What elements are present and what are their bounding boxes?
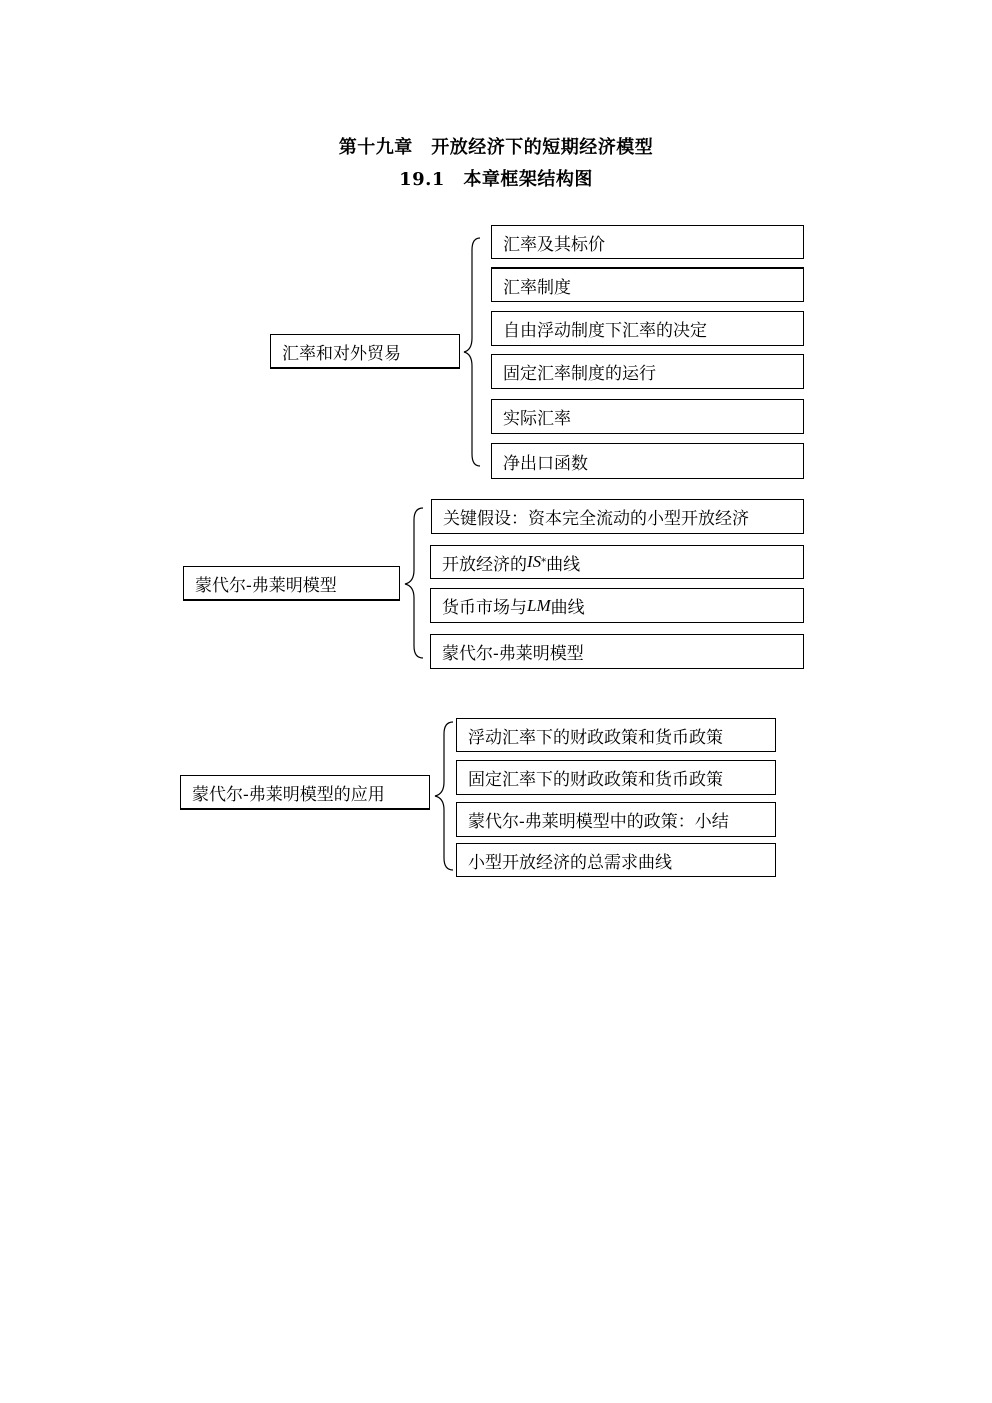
item-exchange-rate-quotation: 汇率及其标价 bbox=[491, 225, 804, 259]
lm-variable: LM bbox=[527, 595, 551, 615]
item-key-assumption: 关键假设：资本完全流动的小型开放经济 bbox=[431, 499, 804, 534]
group-label-mf-applications: 蒙代尔-弗莱明模型的应用 bbox=[180, 775, 430, 810]
item-floating-rate-determination: 自由浮动制度下汇率的决定 bbox=[491, 311, 804, 346]
item-mundell-fleming-model: 蒙代尔-弗莱明模型 bbox=[430, 634, 804, 669]
is-star-superscript: * bbox=[541, 556, 547, 568]
item-fixed-rate-policy: 固定汇率下的财政政策和货币政策 bbox=[456, 760, 776, 795]
item-aggregate-demand-curve: 小型开放经济的总需求曲线 bbox=[456, 843, 776, 877]
item-real-exchange-rate: 实际汇率 bbox=[491, 399, 804, 434]
item-lm-curve bbox=[430, 588, 804, 623]
item-policy-summary: 蒙代尔-弗莱明模型中的政策：小结 bbox=[456, 802, 776, 837]
chapter-title: 第十九章 开放经济下的短期经济模型 bbox=[338, 137, 654, 158]
group-label-exchange-rate-trade: 汇率和对外贸易 bbox=[270, 334, 460, 369]
item-exchange-rate-regime: 汇率制度 bbox=[491, 267, 804, 302]
item-net-export-function: 净出口函数 bbox=[491, 443, 804, 479]
brace-group-1 bbox=[464, 238, 494, 468]
is-variable: IS bbox=[527, 552, 542, 571]
is-curve-suffix: 曲线 bbox=[546, 554, 581, 575]
is-curve-prefix: 开放经济的 bbox=[442, 554, 527, 575]
item-fixed-rate-operation: 固定汇率制度的运行 bbox=[491, 354, 804, 389]
item-is-star-curve bbox=[430, 545, 804, 579]
lm-curve-prefix: 货币市场与 bbox=[442, 598, 527, 618]
section-title: 19.1 本章框架结构图 bbox=[399, 169, 593, 190]
group-label-mundell-fleming: 蒙代尔-弗莱明模型 bbox=[183, 566, 400, 601]
lm-curve-suffix: 曲线 bbox=[550, 598, 585, 618]
item-floating-rate-policy: 浮动汇率下的财政政策和货币政策 bbox=[456, 718, 776, 752]
